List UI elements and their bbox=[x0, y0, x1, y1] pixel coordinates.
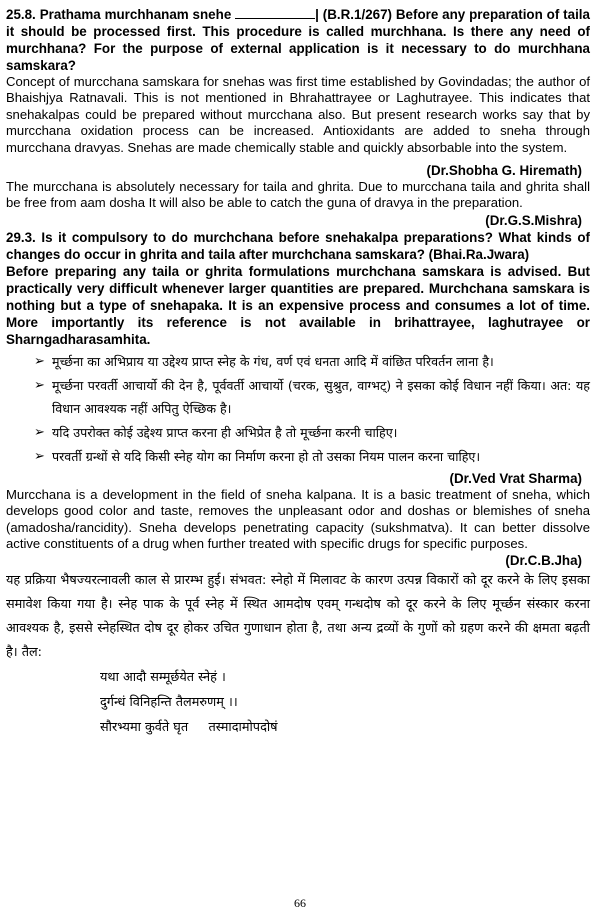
list-item: ➢ यदि उपरोक्त कोई उद्देश्य प्राप्त करना ही अभिप्रेत है तो मूर्च्छना करनी चाहिए। bbox=[34, 421, 590, 444]
question-number: 25.8. bbox=[6, 7, 36, 22]
author-attribution-sharma: (Dr.Ved Vrat Sharma) bbox=[449, 470, 582, 486]
list-item: ➢ मूर्च्छना परवर्ती आचार्यो की देन है, पूर्ववर्ती आचार्यो (चरक, सुश्रुत, वाग्भट्) ने इसका कोई विधान नहीं किया। अत: यह विधान आवश्यक नहीं अपितु ऐच्छिक है। bbox=[34, 374, 590, 420]
author-attribution-hiremath: (Dr.Shobha G. Hiremath) bbox=[426, 163, 582, 179]
question-sanskrit-lead: Prathama murchhanam snehe bbox=[39, 7, 232, 22]
list-item: ➢ परवर्ती ग्रन्थों से यदि किसी स्नेह योग का निर्माण करना हो तो उसका नियम पालन करना चाहिए। bbox=[34, 445, 590, 468]
arrow-bullet-icon: ➢ bbox=[34, 424, 45, 440]
arrow-bullet-icon: ➢ bbox=[34, 353, 45, 369]
sanskrit-verse bbox=[6, 665, 590, 740]
author-attribution-jha: (Dr.C.B.Jha) bbox=[505, 553, 582, 569]
page-number: 66 bbox=[294, 896, 306, 910]
answer-paragraph-2: The murcchana is absolutely necessary for taila and ghrita. Due to murcchana taila and ghrita shall be free from aam dosha It will also be able to catch the guna of dravya in the preparation. bbox=[6, 179, 590, 211]
question-29-3: 29.3. Is it compulsory to do murchchana before snehakalpa preparations? What kinds of changes do occur in ghrita and taila after murchchana samskara? (Bhai.Ra.Jwara) bbox=[6, 229, 590, 262]
verse-line: दुर्गन्धं विनिहन्ति तैलमरुणम् ।। bbox=[100, 695, 238, 711]
question-25-8 bbox=[6, 6, 590, 74]
hindi-paragraph: यह प्रक्रिया भैषज्यरत्नावली काल से प्रारम्भ हुई। संभवत: स्नेहो में मिलावट के कारण उत्पन्न विकारों को दूर करने के लिए इसका समावेश किया गया है। स्नेह पाक के पूर्व स्नेह में स्थित आमदोष एवम् गन्धदोष को दूर करने के लिए मूर्च्छन संस्कार करना आवश्यक है, इससे स्नेहस्थित दोष दूर होकर उचित गुणाधान होता है, तथा अन्य द्रव्यों के गुणों को ग्रहण करने की क्षमता बढ़ती है। तैल: bbox=[6, 573, 590, 661]
question-text: | (B.R.1/267) Before any preparation of taila it should be processed first. This procedure is called murchhana. Is there any need of murchhana? For the purpose of external application is it necessary to do murchhana samskara? bbox=[6, 7, 590, 73]
answer-paragraph-3: Before preparing any taila or ghrita formulations murchchana samskara is advised. But practically very difficult whenever larger quantities are prepared. Murchchana samskara is nothing but a type of snehapaka. It is an expensive process and consumes a lot of time. More importantly its reference is not available in brihattrayee, laghutrayee or Sharngadharasamhita. bbox=[6, 263, 590, 347]
answer-paragraph-4: Murcchana is a development in the field of sneha kalpana. It is a basic treatment of sneha, which develops good color and taste, removes the unpleasant odor and doshas or blemishes of sneha (amadosha/rancidity). Sneha develops penetrating capacity (sukshmatva). It can better dissolve active constituents of a drug when further treated with specific drugs for specific purposes. bbox=[6, 486, 590, 552]
answer-paragraph-1: Concept of murcchana samskara for snehas was first time established by Govindadas; the author of Bhaishjya Ratnavali. This is not mentioned in Bhrahattrayee or Laghutrayee. This indicates that snehakalpas could be prepared without murcchana also. But present research works say that by murcchana oxidation process can be increased. Antioxidants are added to sneha through murcchana dravyas. Snehas are made chemically stable and quickly absorbable into the system. bbox=[6, 74, 590, 155]
verse-line: यथा आदौ सम्मूर्छयेत स्नेहं । bbox=[100, 670, 226, 686]
fill-in-blank bbox=[235, 8, 315, 19]
verse-line: सौरभ्यमा कुर्वते घृत तस्मादामोपदोषं bbox=[100, 720, 278, 736]
arrow-bullet-icon: ➢ bbox=[34, 448, 45, 464]
arrow-bullet-icon: ➢ bbox=[34, 377, 45, 393]
hindi-bullet-list bbox=[6, 350, 590, 468]
list-item: ➢ मूर्च्छना का अभिप्राय या उद्देश्य प्राप्त स्नेह के गंध, वर्ण एवं धनता आदि में वांछित परिवर्तन लाना है। bbox=[34, 350, 590, 373]
author-attribution-mishra: (Dr.G.S.Mishra) bbox=[485, 212, 582, 228]
